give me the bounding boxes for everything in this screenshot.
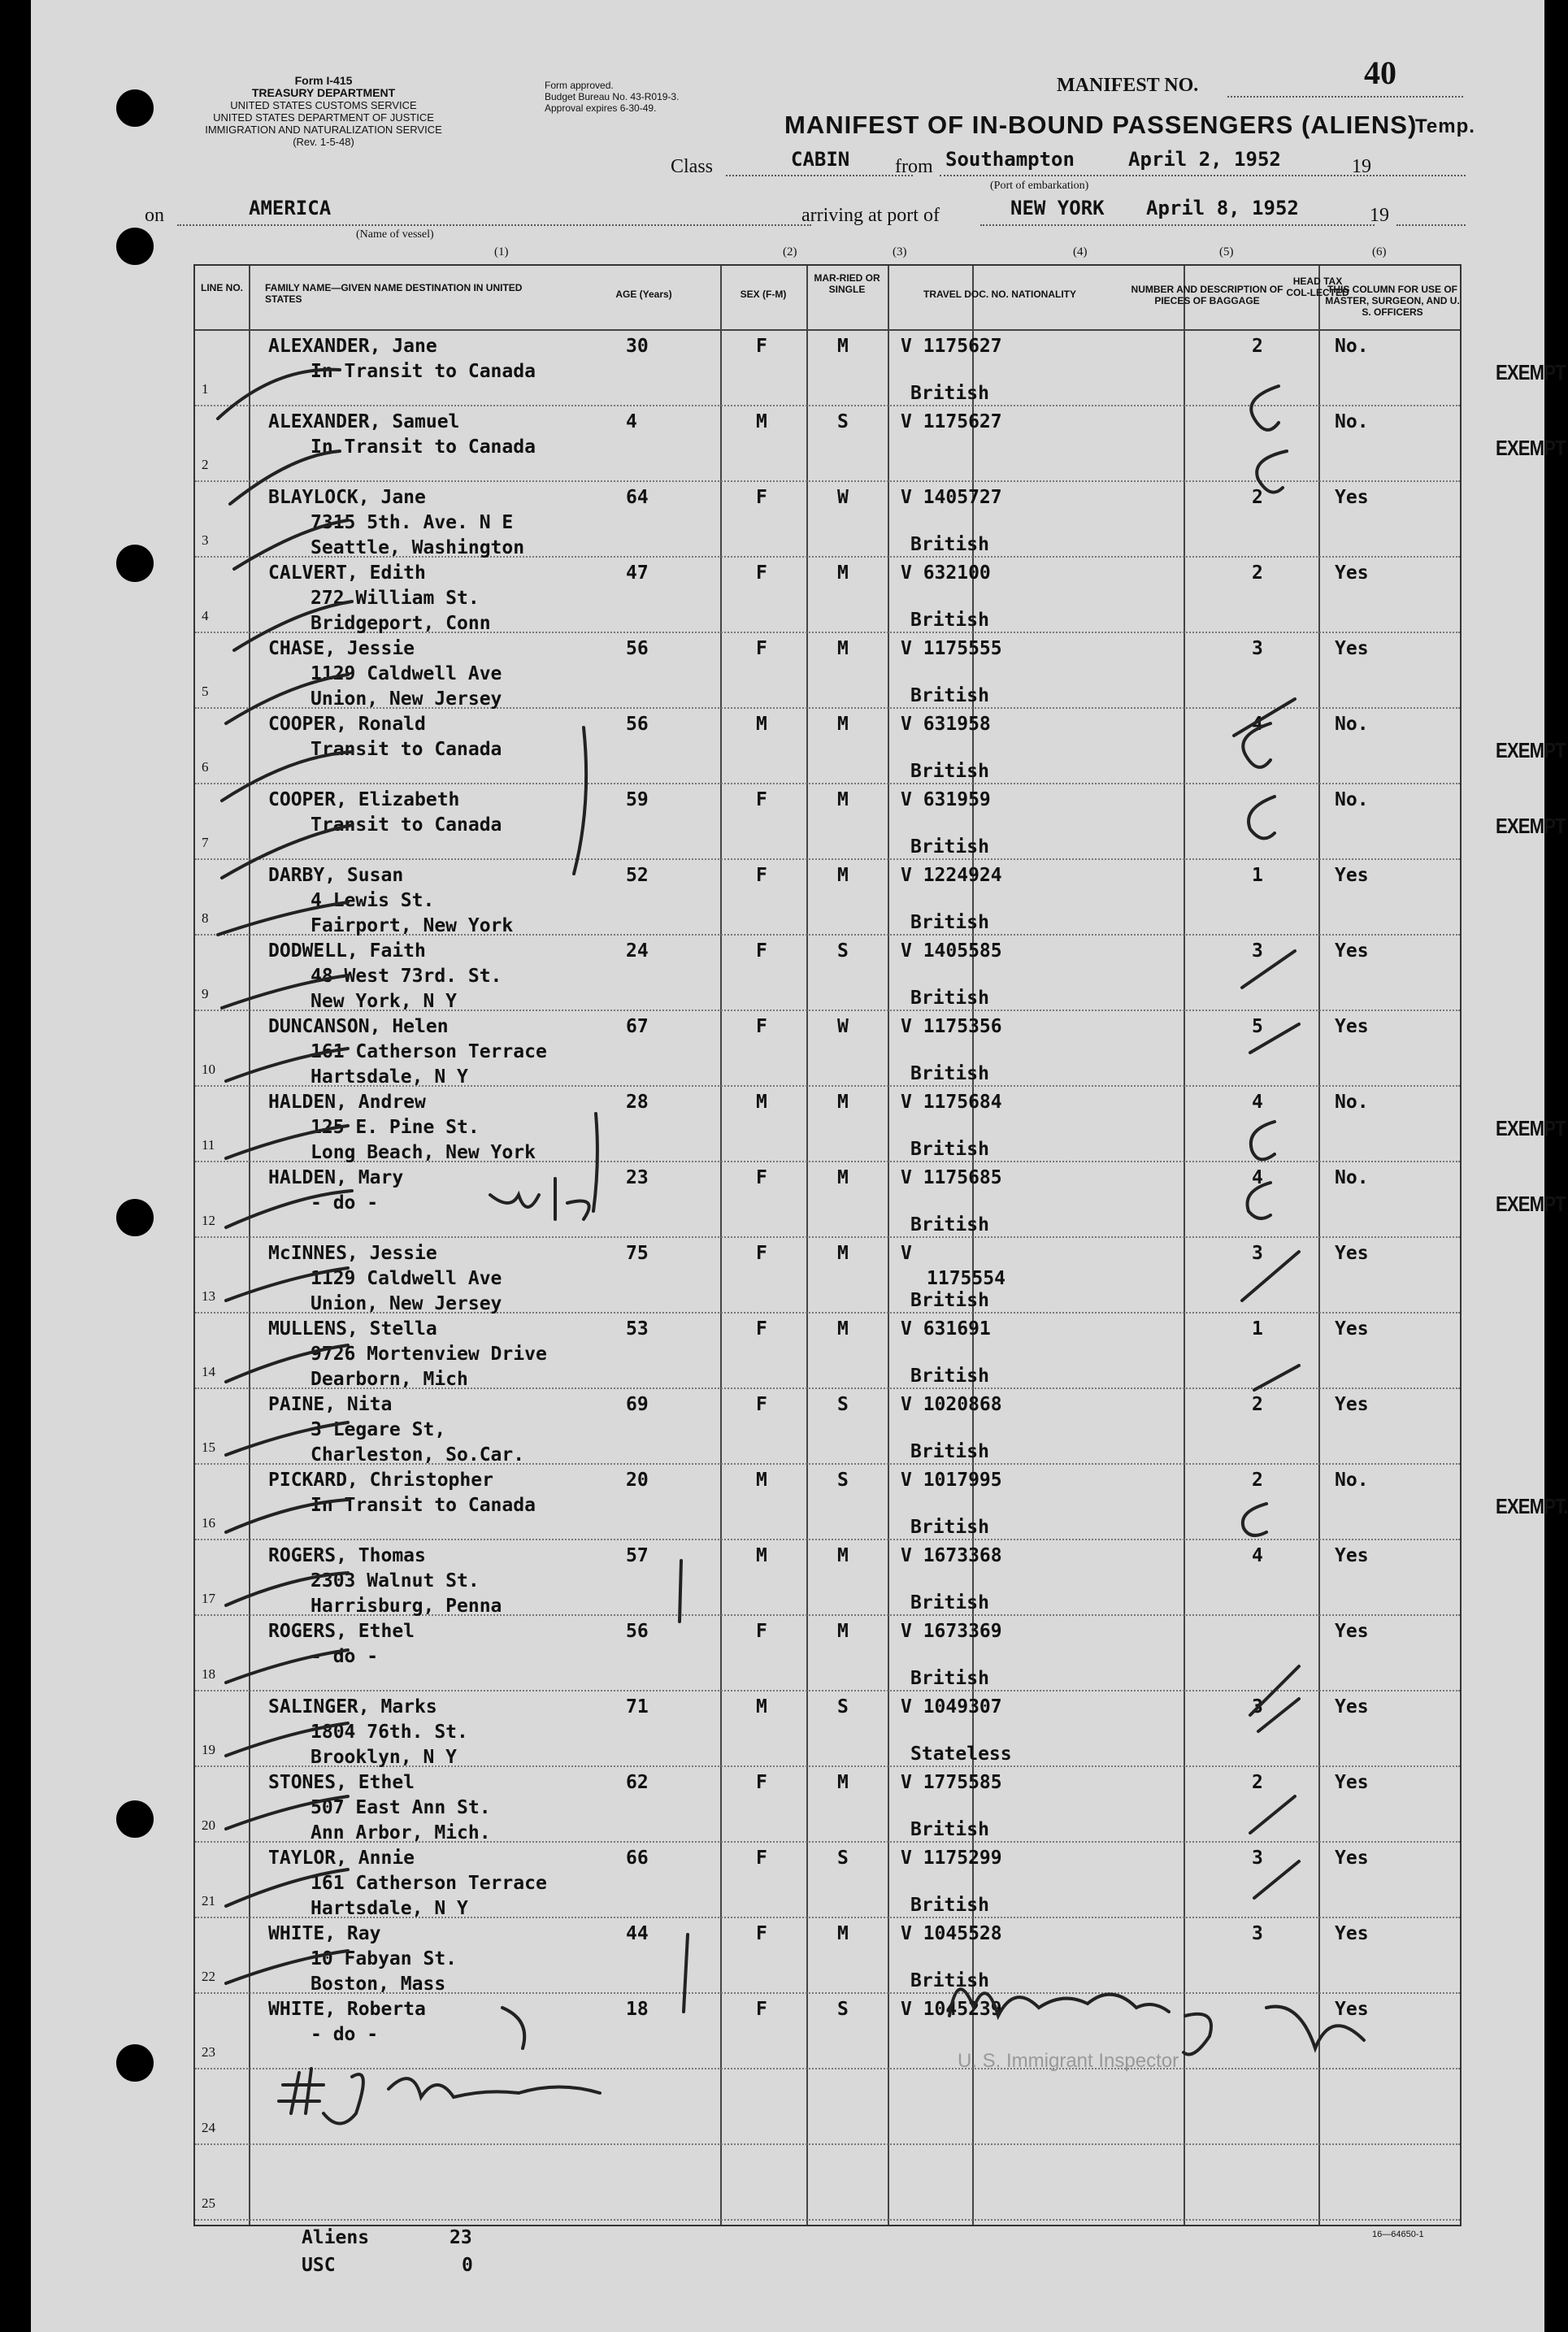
passenger-name: PICKARD, Christopher xyxy=(268,1470,493,1491)
marital-status-cell: W xyxy=(837,487,849,508)
manifest-number: 40 xyxy=(1364,54,1396,91)
marital-status-cell: S xyxy=(837,1696,849,1718)
line-number: 4 xyxy=(202,608,209,623)
head-tax-cell: Yes xyxy=(1335,865,1369,886)
col-header-travel-doc: TRAVEL DOC. NO. NATIONALITY xyxy=(923,289,1076,300)
sex-cell: F xyxy=(756,1999,767,2020)
embark-date: April 2, 1952 xyxy=(1128,148,1281,171)
nationality-cell: British xyxy=(910,1895,989,1916)
head-tax-cell: Yes xyxy=(1335,1394,1369,1415)
nationality-cell: British xyxy=(910,1970,989,1991)
line-number: 8 xyxy=(202,910,209,926)
dept-treasury: TREASURY DEPARTMENT xyxy=(251,86,396,99)
passenger-name: ROGERS, Thomas xyxy=(268,1545,426,1566)
destination-line: Transit to Canada xyxy=(311,739,502,760)
destination-line: 7315 5th. Ave. N E xyxy=(311,512,514,533)
destination-line: 272 William St. xyxy=(311,588,480,609)
destination-line: 161 Catherson Terrace xyxy=(311,1873,547,1894)
passenger-name: STONES, Ethel xyxy=(268,1772,415,1793)
officer-note: EXEMPT. xyxy=(1496,1494,1568,1518)
col-header-name: FAMILY NAME—GIVEN NAME DESTINATION IN UNITED STATES xyxy=(265,282,523,305)
col-header-married: MAR-RIED OR SINGLE xyxy=(814,272,880,295)
nationality-cell: British xyxy=(910,1290,989,1311)
destination-line: Ann Arbor, Mich. xyxy=(311,1822,491,1843)
destination-line: In Transit to Canada xyxy=(311,436,536,458)
destination-line: 4 Lewis St. xyxy=(311,890,435,911)
travel-doc-cell: V 1175685 xyxy=(901,1167,1002,1188)
sex-cell: F xyxy=(756,336,767,357)
marital-status-cell: M xyxy=(837,789,849,810)
passenger-name: COOPER, Elizabeth xyxy=(268,789,460,810)
destination-line: Union, New Jersey xyxy=(311,1293,502,1314)
passenger-name: HALDEN, Mary xyxy=(268,1167,404,1188)
destination-line: 10 Fabyan St. xyxy=(311,1948,458,1969)
destination-line: Brooklyn, N Y xyxy=(311,1747,458,1768)
age-cell: 44 xyxy=(626,1923,649,1944)
destination-line: Long Beach, New York xyxy=(311,1142,536,1163)
travel-doc-cell: V 1175356 xyxy=(901,1016,1002,1037)
passenger-name: SALINGER, Marks xyxy=(268,1696,437,1718)
approval-line-3: Approval expires 6-30-49. xyxy=(545,102,657,114)
sex-cell: M xyxy=(756,1092,767,1113)
vessel-label: (Name of vessel) xyxy=(356,228,434,241)
age-cell: 69 xyxy=(626,1394,649,1415)
head-tax-cell: Yes xyxy=(1335,1848,1369,1869)
travel-doc-cell: V 1175555 xyxy=(901,638,1002,659)
nationality-cell: British xyxy=(910,610,989,631)
nationality-cell: British xyxy=(910,1214,989,1235)
marital-status-cell: S xyxy=(837,1470,849,1491)
sex-cell: F xyxy=(756,1016,767,1037)
temp-label: Temp. xyxy=(1415,115,1475,137)
destination-line: 3 Legare St, xyxy=(311,1419,446,1440)
inspector-stamp: U. S. Immigrant Inspector xyxy=(958,2050,1179,2072)
sex-cell: F xyxy=(756,1243,767,1264)
col-number-3: (3) xyxy=(893,245,907,258)
sex-cell: F xyxy=(756,638,767,659)
approval-line-2: Budget Bureau No. 43-R019-3. xyxy=(545,91,680,102)
baggage-cell: 4 xyxy=(1252,1167,1263,1188)
sex-cell: M xyxy=(756,1470,767,1491)
sex-cell: F xyxy=(756,1772,767,1793)
head-tax-cell: Yes xyxy=(1335,1016,1369,1037)
sex-cell: F xyxy=(756,865,767,886)
age-cell: 47 xyxy=(626,562,649,584)
sex-cell: F xyxy=(756,789,767,810)
line-number: 17 xyxy=(202,1591,215,1606)
form-number: Form I-415 xyxy=(294,74,353,87)
baggage-cell: 1 xyxy=(1252,1318,1263,1340)
col-header-age: AGE (Years) xyxy=(615,289,672,300)
passenger-name: PAINE, Nita xyxy=(268,1394,393,1415)
head-tax-cell: No. xyxy=(1335,1092,1369,1113)
age-cell: 4 xyxy=(626,411,637,432)
passenger-name: ALEXANDER, Samuel xyxy=(268,411,460,432)
nationality-cell: British xyxy=(910,1819,989,1840)
baggage-cell: 3 xyxy=(1252,1696,1263,1718)
col-number-1: (1) xyxy=(494,245,509,258)
passenger-name: COOPER, Ronald xyxy=(268,714,426,735)
baggage-cell: 3 xyxy=(1252,1848,1263,1869)
line-number: 25 xyxy=(202,2195,215,2211)
line-number: 10 xyxy=(202,1062,215,1077)
head-tax-cell: Yes xyxy=(1335,1621,1369,1642)
line-number: 16 xyxy=(202,1515,215,1531)
baggage-cell: 3 xyxy=(1252,1243,1263,1264)
baggage-cell: 4 xyxy=(1252,1545,1263,1566)
travel-doc-cell: V 1049307 xyxy=(901,1696,1002,1718)
approval-line-1: Form approved. xyxy=(545,80,614,91)
passenger-name: McINNES, Jessie xyxy=(268,1243,437,1264)
manifest-page xyxy=(31,0,1568,2332)
sex-cell: M xyxy=(756,1696,767,1718)
travel-doc-cell: V 1175684 xyxy=(901,1092,1002,1113)
travel-doc-cell: V 1405585 xyxy=(901,940,1002,962)
age-cell: 28 xyxy=(626,1092,649,1113)
usc-count: 0 xyxy=(462,2255,473,2276)
marital-status-cell: M xyxy=(837,336,849,357)
destination-line: Seattle, Washington xyxy=(311,537,525,558)
travel-doc-cell: V 1405727 xyxy=(901,487,1002,508)
destination-line: Bridgeport, Conn xyxy=(311,613,491,634)
col-header-sex: SEX (F-M) xyxy=(740,289,787,300)
arrival-port: NEW YORK xyxy=(1010,197,1105,219)
head-tax-cell: Yes xyxy=(1335,638,1369,659)
travel-doc-cell: V 631691 xyxy=(901,1318,991,1340)
passenger-name: DARBY, Susan xyxy=(268,865,404,886)
line-number: 5 xyxy=(202,684,209,699)
travel-doc-cell: V 1045239 xyxy=(901,1999,1002,2020)
head-tax-cell: No. xyxy=(1335,336,1369,357)
head-tax-cell: Yes xyxy=(1335,1243,1369,1264)
travel-doc-cell: V 1175299 xyxy=(901,1848,1002,1869)
dept-customs: UNITED STATES CUSTOMS SERVICE xyxy=(230,99,417,111)
passenger-name: DUNCANSON, Helen xyxy=(268,1016,449,1037)
col-header-officers: THIS COLUMN FOR USE OF MASTER, SURGEON, AND U. S. OFFICERS xyxy=(1325,284,1460,318)
line-number: 11 xyxy=(202,1137,215,1153)
passenger-name: MULLENS, Stella xyxy=(268,1318,437,1340)
line-number: 13 xyxy=(202,1288,215,1304)
sex-cell: F xyxy=(756,1923,767,1944)
head-tax-cell: No. xyxy=(1335,1470,1369,1491)
col-header-baggage: NUMBER AND DESCRIPTION OF PIECES OF BAGGAGE xyxy=(1131,284,1284,306)
destination-line: Boston, Mass xyxy=(311,1974,446,1995)
head-tax-cell: No. xyxy=(1335,789,1369,810)
age-cell: 30 xyxy=(626,336,649,357)
destination-line: - do - xyxy=(311,1646,379,1667)
age-cell: 57 xyxy=(626,1545,649,1566)
line-number: 20 xyxy=(202,1817,215,1833)
sex-cell: F xyxy=(756,1318,767,1340)
age-cell: 24 xyxy=(626,940,649,962)
head-tax-cell: Yes xyxy=(1335,1545,1369,1566)
destination-line: 9726 Mortenview Drive xyxy=(311,1344,547,1365)
destination-line: In Transit to Canada xyxy=(311,361,536,382)
sex-cell: M xyxy=(756,714,767,735)
travel-doc-cell: V xyxy=(901,1243,912,1264)
destination-line: Transit to Canada xyxy=(311,814,502,836)
destination-line: 161 Catherson Terrace xyxy=(311,1041,547,1062)
destination-line: 507 East Ann St. xyxy=(311,1797,491,1818)
nationality-cell: British xyxy=(910,534,989,555)
destination-line: Harrisburg, Penna xyxy=(311,1596,502,1617)
destination-line: Union, New Jersey xyxy=(311,688,502,710)
officer-note: EXEMPT xyxy=(1496,738,1566,762)
age-cell: 59 xyxy=(626,789,649,810)
destination-line: Fairport, New York xyxy=(311,915,514,936)
passenger-name: DODWELL, Faith xyxy=(268,940,426,962)
head-tax-cell: Yes xyxy=(1335,1696,1369,1718)
arrival-date: April 8, 1952 xyxy=(1146,197,1299,219)
travel-doc-cell: V 1673368 xyxy=(901,1545,1002,1566)
handwriting-overlay xyxy=(31,0,1544,2332)
line-number: 7 xyxy=(202,835,209,850)
age-cell: 20 xyxy=(626,1470,649,1491)
travel-doc-cell: V 1673369 xyxy=(901,1621,1002,1642)
head-tax-cell: Yes xyxy=(1335,562,1369,584)
age-cell: 56 xyxy=(626,714,649,735)
sex-cell: F xyxy=(756,1167,767,1188)
marital-status-cell: M xyxy=(837,562,849,584)
baggage-cell: 2 xyxy=(1252,336,1263,357)
year-suffix-2: 19 xyxy=(1370,205,1389,226)
marital-status-cell: M xyxy=(837,1092,849,1113)
nationality-cell: British xyxy=(910,761,989,782)
head-tax-cell: Yes xyxy=(1335,1318,1369,1340)
passenger-name: ROGERS, Ethel xyxy=(268,1621,415,1642)
head-tax-cell: Yes xyxy=(1335,1999,1369,2020)
line-number: 21 xyxy=(202,1893,215,1909)
nationality-cell: British xyxy=(910,912,989,933)
nationality-cell: British xyxy=(910,836,989,858)
line-number: 1 xyxy=(202,381,209,397)
manifest-title: MANIFEST OF IN-BOUND PASSENGERS (ALIENS) xyxy=(784,111,1418,139)
age-cell: 18 xyxy=(626,1999,649,2020)
nationality-cell: British xyxy=(910,988,989,1009)
marital-status-cell: S xyxy=(837,1394,849,1415)
destination-line: New York, N Y xyxy=(311,991,458,1012)
destination-line: Dearborn, Mich xyxy=(311,1369,468,1390)
baggage-cell: 2 xyxy=(1252,562,1263,584)
nationality-cell: British xyxy=(910,383,989,404)
marital-status-cell: S xyxy=(837,411,849,432)
marital-status-cell: M xyxy=(837,1545,849,1566)
age-cell: 71 xyxy=(626,1696,649,1718)
marital-status-cell: S xyxy=(837,940,849,962)
marital-status-cell: M xyxy=(837,1167,849,1188)
travel-doc-cell: V 1175627 xyxy=(901,336,1002,357)
baggage-cell: 4 xyxy=(1252,714,1263,735)
destination-line: - do - xyxy=(311,1192,379,1214)
head-tax-cell: No. xyxy=(1335,714,1369,735)
destination-line: - do - xyxy=(311,2024,379,2045)
age-cell: 56 xyxy=(626,638,649,659)
officer-note: EXEMPT xyxy=(1496,1192,1566,1216)
sex-cell: F xyxy=(756,1848,767,1869)
destination-line: 48 West 73rd. St. xyxy=(311,966,502,987)
marital-status-cell: M xyxy=(837,1772,849,1793)
baggage-cell: 2 xyxy=(1252,1394,1263,1415)
baggage-cell: 2 xyxy=(1252,1470,1263,1491)
marital-status-cell: M xyxy=(837,1243,849,1264)
baggage-cell: 5 xyxy=(1252,1016,1263,1037)
age-cell: 75 xyxy=(626,1243,649,1264)
baggage-cell: 2 xyxy=(1252,487,1263,508)
age-cell: 52 xyxy=(626,865,649,886)
marital-status-cell: M xyxy=(837,638,849,659)
nationality-cell: British xyxy=(910,1139,989,1160)
passenger-name: TAYLOR, Annie xyxy=(268,1848,415,1869)
nationality-cell: British xyxy=(910,1441,989,1462)
head-tax-cell: Yes xyxy=(1335,487,1369,508)
line-number: 24 xyxy=(202,2120,215,2135)
line-number: 9 xyxy=(202,986,209,1001)
sex-cell: F xyxy=(756,1621,767,1642)
line-number: 14 xyxy=(202,1364,215,1379)
nationality-cell: British xyxy=(910,1063,989,1084)
passenger-name: CALVERT, Edith xyxy=(268,562,426,584)
head-tax-cell: Yes xyxy=(1335,1923,1369,1944)
line-number: 15 xyxy=(202,1440,215,1455)
dept-justice: UNITED STATES DEPARTMENT OF JUSTICE xyxy=(213,111,434,124)
baggage-cell: 3 xyxy=(1252,638,1263,659)
age-cell: 56 xyxy=(626,1621,649,1642)
marital-status-cell: S xyxy=(837,1848,849,1869)
age-cell: 64 xyxy=(626,487,649,508)
from-label: from xyxy=(895,156,933,177)
nationality-cell: Stateless xyxy=(910,1744,1012,1765)
age-cell: 66 xyxy=(626,1848,649,1869)
print-code: 16—64650-1 xyxy=(1372,2230,1424,2239)
officer-note: EXEMPT xyxy=(1496,1116,1566,1140)
head-tax-cell: No. xyxy=(1335,1167,1369,1188)
embark-port: Southampton xyxy=(945,148,1075,171)
destination-line: In Transit to Canada xyxy=(311,1495,536,1516)
nationality-cell: British xyxy=(910,685,989,706)
destination-line: 1129 Caldwell Ave xyxy=(311,663,502,684)
line-number: 2 xyxy=(202,457,209,472)
line-number: 6 xyxy=(202,759,209,775)
officer-note: EXEMPT xyxy=(1496,814,1566,838)
travel-doc-cell: V 1775585 xyxy=(901,1772,1002,1793)
head-tax-cell: Yes xyxy=(1335,940,1369,962)
nationality-cell: British xyxy=(910,1517,989,1538)
nationality-cell: British xyxy=(910,1366,989,1387)
destination-line: Hartsdale, N Y xyxy=(311,1898,468,1919)
destination-line: Charleston, So.Car. xyxy=(311,1444,525,1466)
marital-status-cell: M xyxy=(837,1621,849,1642)
manifest-no-label: MANIFEST NO. xyxy=(1057,75,1199,96)
line-number: 18 xyxy=(202,1666,215,1682)
passenger-name: CHASE, Jessie xyxy=(268,638,415,659)
sex-cell: F xyxy=(756,562,767,584)
nationality-cell: British xyxy=(910,1668,989,1689)
line-number: 23 xyxy=(202,2044,215,2060)
age-cell: 23 xyxy=(626,1167,649,1188)
col-number-2: (2) xyxy=(783,245,797,258)
travel-doc-cell: 1175554 xyxy=(927,1268,1006,1289)
passenger-name: BLAYLOCK, Jane xyxy=(268,487,426,508)
head-tax-cell: Yes xyxy=(1335,1772,1369,1793)
aliens-count: 23 xyxy=(450,2227,472,2248)
passenger-name: WHITE, Roberta xyxy=(268,1999,426,2020)
travel-doc-cell: V 1017995 xyxy=(901,1470,1002,1491)
on-label: on xyxy=(145,205,164,226)
officer-note: EXEMPT xyxy=(1496,360,1566,384)
marital-status-cell: M xyxy=(837,714,849,735)
line-number: 19 xyxy=(202,1742,215,1757)
form-revision: (Rev. 1-5-48) xyxy=(293,136,354,148)
marital-status-cell: S xyxy=(837,1999,849,2020)
age-cell: 53 xyxy=(626,1318,649,1340)
travel-doc-cell: V 1175627 xyxy=(901,411,1002,432)
arriving-label: arriving at port of xyxy=(801,205,940,226)
age-cell: 67 xyxy=(626,1016,649,1037)
aliens-label: Aliens xyxy=(302,2227,370,2248)
col-header-head-tax: HEAD TAX COL-LECTED xyxy=(1286,276,1349,298)
passenger-name: ALEXANDER, Jane xyxy=(268,336,437,357)
passenger-name: HALDEN, Andrew xyxy=(268,1092,426,1113)
sex-cell: F xyxy=(756,1394,767,1415)
sex-cell: F xyxy=(756,940,767,962)
col-number-6: (6) xyxy=(1372,245,1387,258)
travel-doc-cell: V 631959 xyxy=(901,789,991,810)
usc-label: USC xyxy=(302,2255,336,2276)
age-cell: 62 xyxy=(626,1772,649,1793)
destination-line: 2303 Walnut St. xyxy=(311,1570,480,1592)
baggage-cell: 2 xyxy=(1252,1772,1263,1793)
destination-line: Hartsdale, N Y xyxy=(311,1066,468,1088)
travel-doc-cell: V 1224924 xyxy=(901,865,1002,886)
embark-label: (Port of embarkation) xyxy=(990,180,1089,192)
baggage-cell: 3 xyxy=(1252,940,1263,962)
nationality-cell: British xyxy=(910,1592,989,1613)
line-number: 22 xyxy=(202,1969,215,1984)
line-number: 3 xyxy=(202,532,209,548)
vessel-name: AMERICA xyxy=(249,197,332,219)
baggage-cell: 4 xyxy=(1252,1092,1263,1113)
marital-status-cell: M xyxy=(837,865,849,886)
class-label: Class xyxy=(671,156,714,177)
officer-note: EXEMPT xyxy=(1496,436,1566,460)
marital-status-cell: W xyxy=(837,1016,849,1037)
dept-ins: IMMIGRATION AND NATURALIZATION SERVICE xyxy=(205,124,442,136)
destination-line: 125 E. Pine St. xyxy=(311,1117,480,1138)
marital-status-cell: M xyxy=(837,1318,849,1340)
baggage-cell: 1 xyxy=(1252,865,1263,886)
travel-doc-cell: V 631958 xyxy=(901,714,991,735)
travel-doc-cell: V 1020868 xyxy=(901,1394,1002,1415)
line-number: 12 xyxy=(202,1213,215,1228)
sex-cell: M xyxy=(756,1545,767,1566)
sex-cell: M xyxy=(756,411,767,432)
passenger-name: WHITE, Ray xyxy=(268,1923,381,1944)
col-number-5: (5) xyxy=(1219,245,1234,258)
destination-line: 1804 76th. St. xyxy=(311,1722,468,1743)
baggage-cell: 3 xyxy=(1252,1923,1263,1944)
class-value: CABIN xyxy=(791,148,850,171)
col-header-line: LINE NO. xyxy=(200,282,243,293)
head-tax-cell: No. xyxy=(1335,411,1369,432)
sex-cell: F xyxy=(756,487,767,508)
marital-status-cell: M xyxy=(837,1923,849,1944)
travel-doc-cell: V 1045528 xyxy=(901,1923,1002,1944)
col-number-4: (4) xyxy=(1073,245,1088,258)
travel-doc-cell: V 632100 xyxy=(901,562,991,584)
destination-line: 1129 Caldwell Ave xyxy=(311,1268,502,1289)
year-suffix-1: 19 xyxy=(1352,156,1371,177)
